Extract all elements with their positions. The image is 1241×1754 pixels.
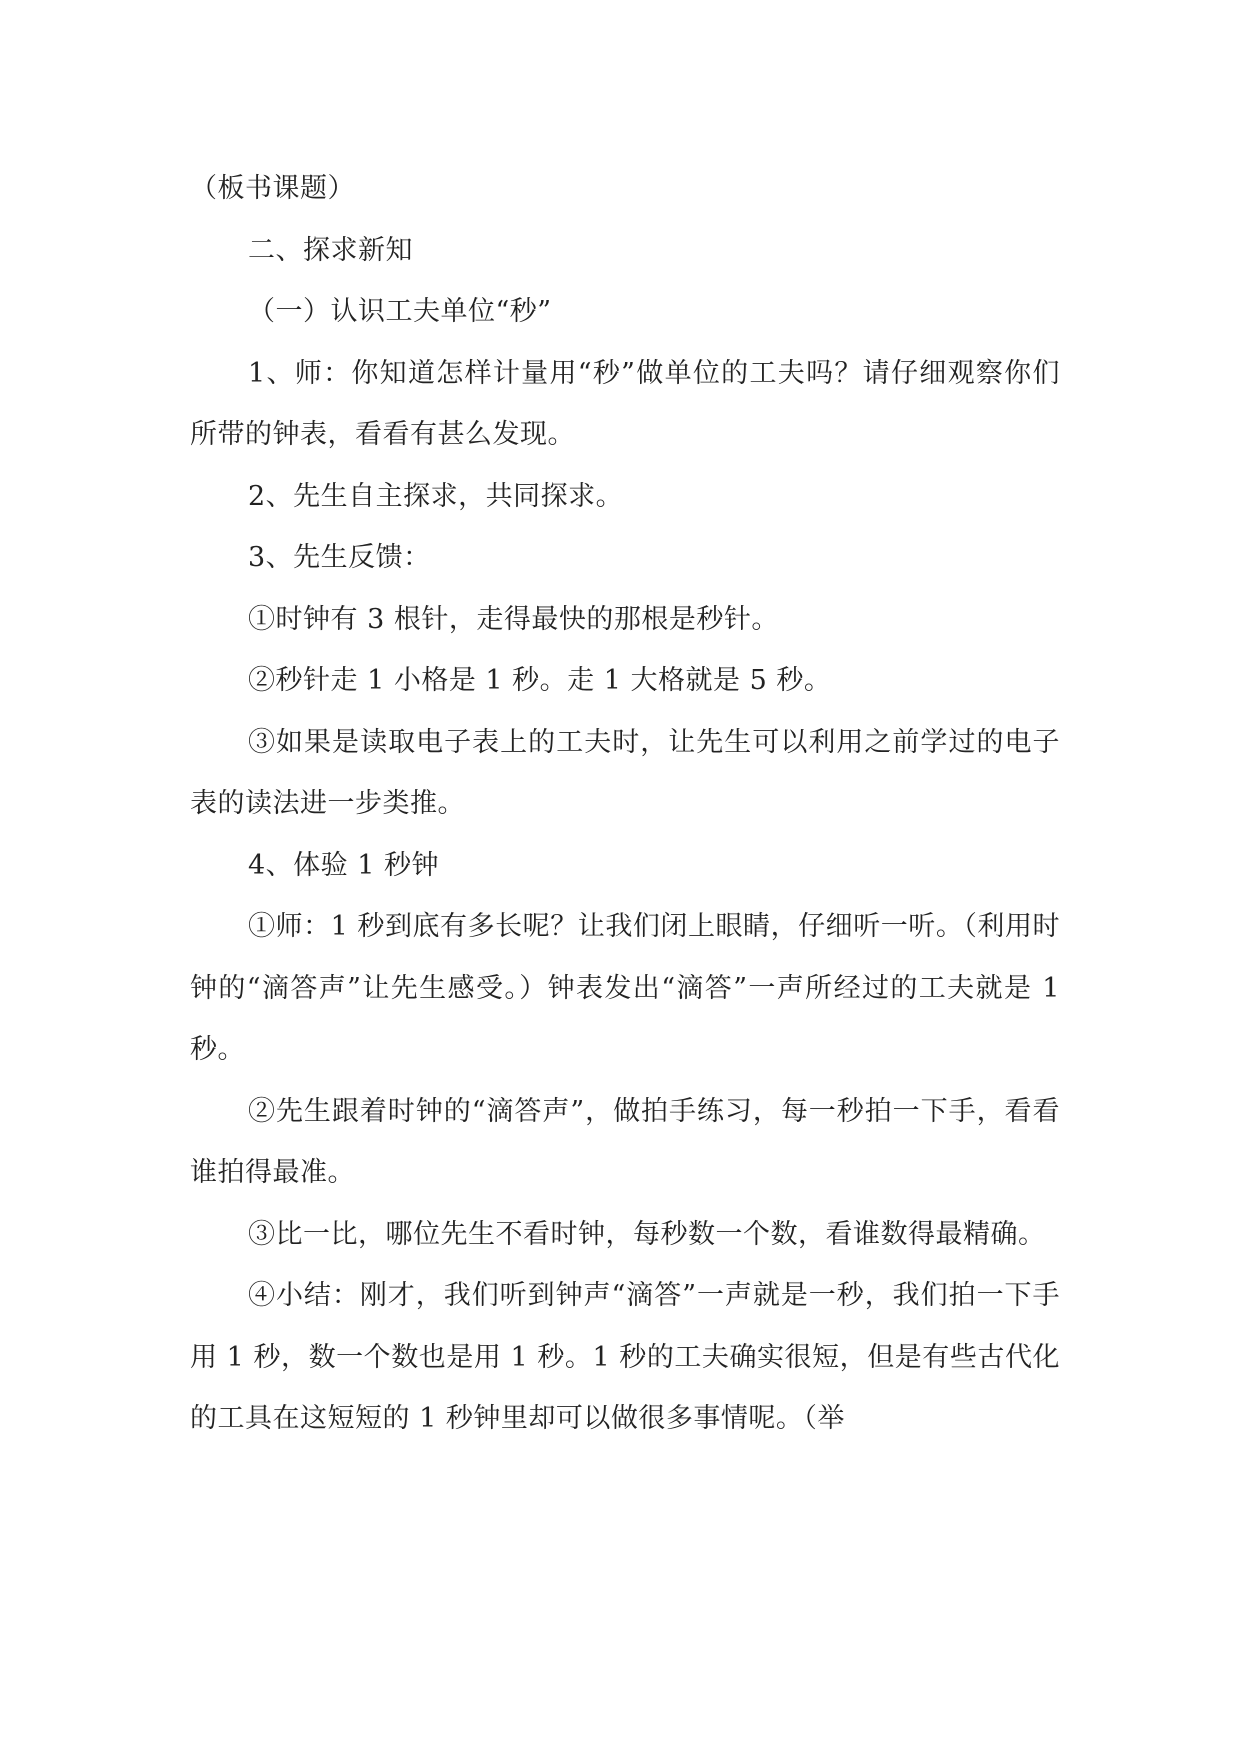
document-body — [190, 158, 1060, 1450]
list-item: ②秒针走 1 小格是 1 秒。走 1 大格就是 5 秒。 — [248, 665, 832, 696]
section-heading: 二、探求新知 — [248, 234, 413, 266]
list-item: ③如果是读取电子表上的工夫时，让先生可以利用之前学过的电子表的读法进一步类推。 — [190, 726, 1060, 819]
subsection-heading: （一）认识工夫单位“秒” — [248, 296, 552, 327]
list-item: ④小结：刚才，我们听到钟声“滴答”一声就是一秒，我们拍一下手用 1 秒，数一个数也是用 1 秒。1 秒的工夫确实很短，但是有些古代化的工具在这短短的 1 秒钟里却可以做很多事情呢。（举 — [190, 1280, 1060, 1434]
paragraph: 4、体验 1 秒钟 — [248, 849, 440, 881]
paragraph: 3、先生反馈： — [248, 542, 431, 573]
list-item: ②先生跟着时钟的“滴答声”，做拍手练习，每一秒拍一下手，看看谁拍得最准。 — [190, 1095, 1060, 1188]
board-title-note: （板书课题） — [190, 173, 355, 204]
paragraph: 1、师：你知道怎样计量用“秒”做单位的工夫吗？请仔细观察你们所带的钟表，看看有甚么发现。 — [190, 357, 1060, 450]
list-item: ①时钟有 3 根针，走得最快的那根是秒针。 — [248, 603, 779, 635]
list-item: ①师：1 秒到底有多长呢？让我们闭上眼睛，仔细听一听。（利用时钟的“滴答声”让先生感受。）钟表发出“滴答”一声所经过的工夫就是 1 秒。 — [190, 911, 1060, 1065]
paragraph: 2、先生自主探求，共同探求。 — [248, 480, 624, 512]
list-item: ③比一比，哪位先生不看时钟，每秒数一个数，看谁数得最精确。 — [248, 1218, 1046, 1250]
